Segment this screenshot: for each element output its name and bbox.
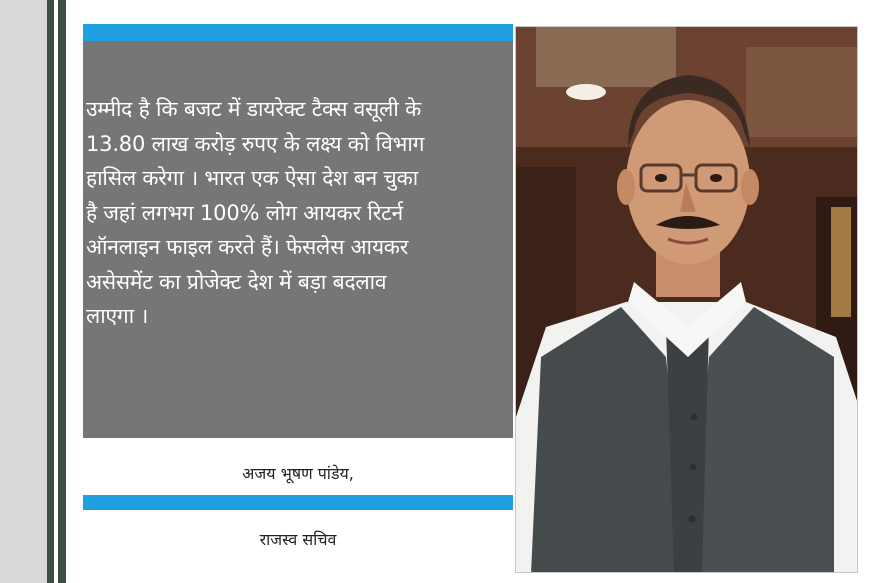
author-designation: राजस्व सचिव: [259, 530, 337, 549]
quote-line: है जहां लगभग 100% लोग आयकर रिटर्न: [86, 200, 403, 225]
top-accent-bar: [83, 24, 513, 41]
portrait-photo: [515, 26, 858, 573]
quote-line: हासिल करेगा । भारत एक ऐसा देश बन चुका: [86, 166, 418, 190]
quote-text: [86, 92, 510, 334]
quote-line: ऑनलाइन फाइल करते हैं। फेसलेस आयकर: [86, 235, 409, 259]
left-margin: [0, 0, 47, 583]
left-stripe-inner: [58, 0, 66, 583]
left-stripe-outer: [47, 0, 54, 583]
portrait-illustration: [516, 27, 858, 573]
bottom-accent-bar: [83, 495, 513, 510]
quote-line: उम्मीद है कि बजट में डायरेक्ट टैक्स वसूली के: [86, 97, 422, 121]
quote-line: असेसमेंट का प्रोजेक्ट देश में बड़ा बदलाव: [86, 269, 387, 294]
quote-line: 13.80 लाख करोड़ रुपए के लक्ष्य को विभाग: [86, 131, 425, 156]
author-name: अजय भूषण पांडेय,: [242, 464, 354, 483]
quote-line: लाएगा ।: [86, 304, 149, 328]
